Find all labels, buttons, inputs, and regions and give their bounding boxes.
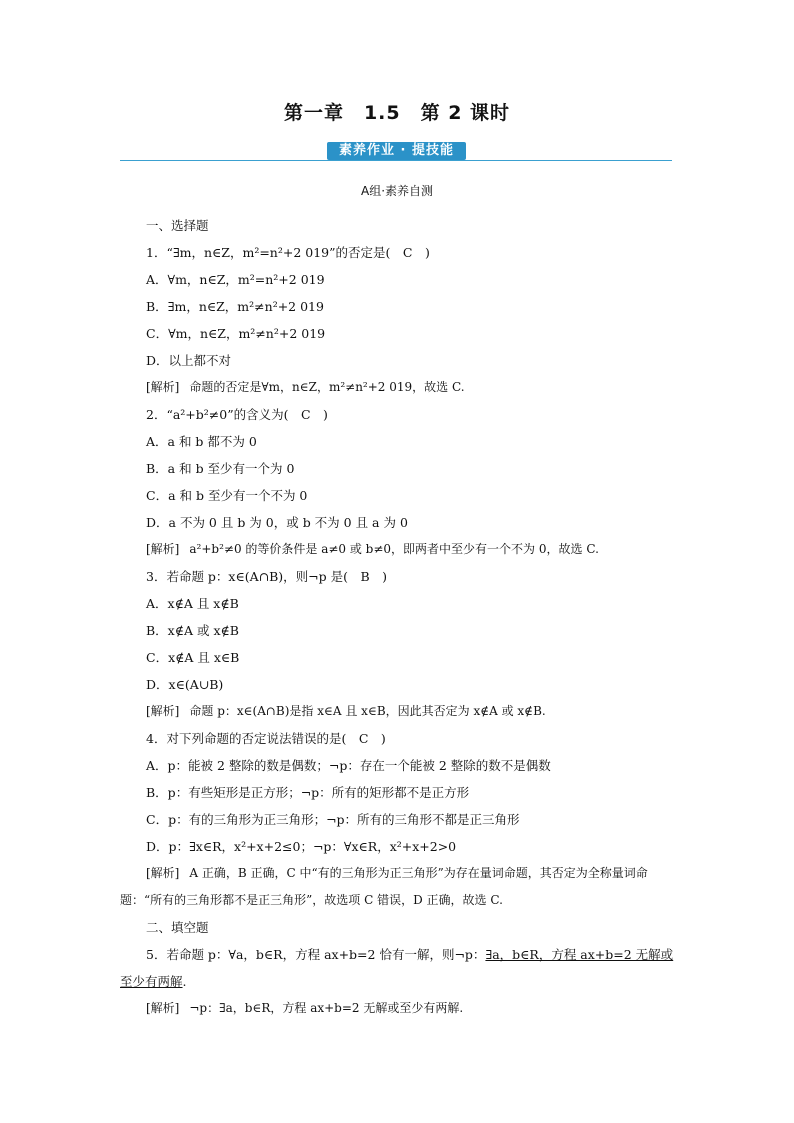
q3-option-d: D．x∈(A∪B) (146, 677, 224, 692)
section-title: 二、填空题 (146, 920, 209, 935)
analysis-text: 命题 p：x∈(A∩B)是指 x∈A 且 x∈B，因此其否定为 x∉A 或 x∉B. (189, 704, 546, 718)
page-title: 第一章 1.5 第 2 课时 (283, 102, 511, 124)
q5-stem-text: 5．若命题 p：∀a，b∈R，方程 ax+b=2 恰有一解，则¬p： (146, 947, 486, 962)
q5-analysis (146, 995, 676, 1022)
q3-option-c: C．x∉A 且 x∈B (146, 650, 240, 665)
banner-label: 素养作业 · 提技能 (327, 142, 466, 160)
q1-option-d: D．以上都不对 (146, 353, 232, 368)
q4-stem: 4．对下列命题的否定说法错误的是( C ) (146, 731, 386, 746)
q2-option-b: B．a 和 b 至少有一个为 0 (146, 461, 295, 476)
analysis-text: 命题的否定是∀m，n∈Z，m²≠n²+2 019，故选 C. (189, 380, 465, 394)
q2-option-d: D．a 不为 0 且 b 为 0，或 b 不为 0 且 a 为 0 (146, 515, 408, 530)
q4-option-d: D．p：∃x∈R，x²+x+2≤0；¬p：∀x∈R，x²+x+2>0 (146, 839, 457, 854)
q3-stem: 3．若命题 p：x∈(A∩B)，则¬p 是( B ) (146, 569, 388, 584)
q1-stem: 1．“∃m，n∈Z，m²=n²+2 019”的否定是( C ) (146, 245, 430, 260)
q1-analysis (146, 374, 676, 401)
analysis-text: ¬p：∃a，b∈R，方程 ax+b=2 无解或至少有两解. (189, 1001, 464, 1015)
group-title: A组·素养自测 (360, 184, 434, 198)
q3-option-a: A．x∉A 且 x∉B (146, 596, 239, 611)
q2-stem: 2．“a²+b²≠0”的含义为( C ) (146, 407, 328, 422)
analysis-tag: [解析] (146, 1001, 180, 1015)
q1-option-b: B．∃m，n∈Z，m²≠n²+2 019 (146, 299, 324, 314)
section-title: 一、选择题 (146, 218, 209, 233)
q5-stem: 5．若命题 p：∀a，b∈R，方程 ax+b=2 恰有一解，则¬p：∃a，b∈R，方程 ax+b=2 无解或至少有两解. (120, 947, 674, 989)
banner-divider (120, 160, 672, 161)
q5-answer: ∃a，b∈R，方程 ax+b=2 无解或至少有两解 (120, 947, 674, 989)
analysis-text: A 正确，B 正确，C 中“有的三角形为正三角形”为存在量词命题，其否定为全称量词命题：“所有的三角形都不是正三角形”，故选项 C 错误，D 正确，故选 C. (120, 866, 648, 907)
analysis-tag: [解析] (146, 380, 180, 394)
q4-analysis (120, 860, 676, 914)
q4-option-b: B．p：有些矩形是正方形；¬p：所有的矩形都不是正方形 (146, 785, 470, 800)
q2-option-a: A．a 和 b 都不为 0 (146, 434, 257, 449)
q1-option-a: A．∀m，n∈Z，m²=n²+2 019 (146, 272, 325, 287)
analysis-tag: [解析] (146, 866, 180, 880)
content (120, 212, 676, 1022)
q1-option-c: C．∀m，n∈Z，m²≠n²+2 019 (146, 326, 326, 341)
analysis-tag: [解析] (146, 542, 180, 556)
q2-analysis (146, 536, 676, 563)
analysis-text: a²+b²≠0 的等价条件是 a≠0 或 b≠0，即两者中至少有一个不为 0，故选 C. (189, 542, 599, 556)
q2-option-c: C．a 和 b 至少有一个不为 0 (146, 488, 308, 503)
q3-analysis (146, 698, 676, 725)
banner (120, 142, 672, 162)
q3-option-b: B．x∉A 或 x∉B (146, 623, 239, 638)
q4-option-c: C．p：有的三角形为正三角形；¬p：所有的三角形不都是正三角形 (146, 812, 520, 827)
q4-option-a: A．p：能被 2 整除的数是偶数；¬p：存在一个能被 2 整除的数不是偶数 (146, 758, 551, 773)
analysis-tag: [解析] (146, 704, 180, 718)
